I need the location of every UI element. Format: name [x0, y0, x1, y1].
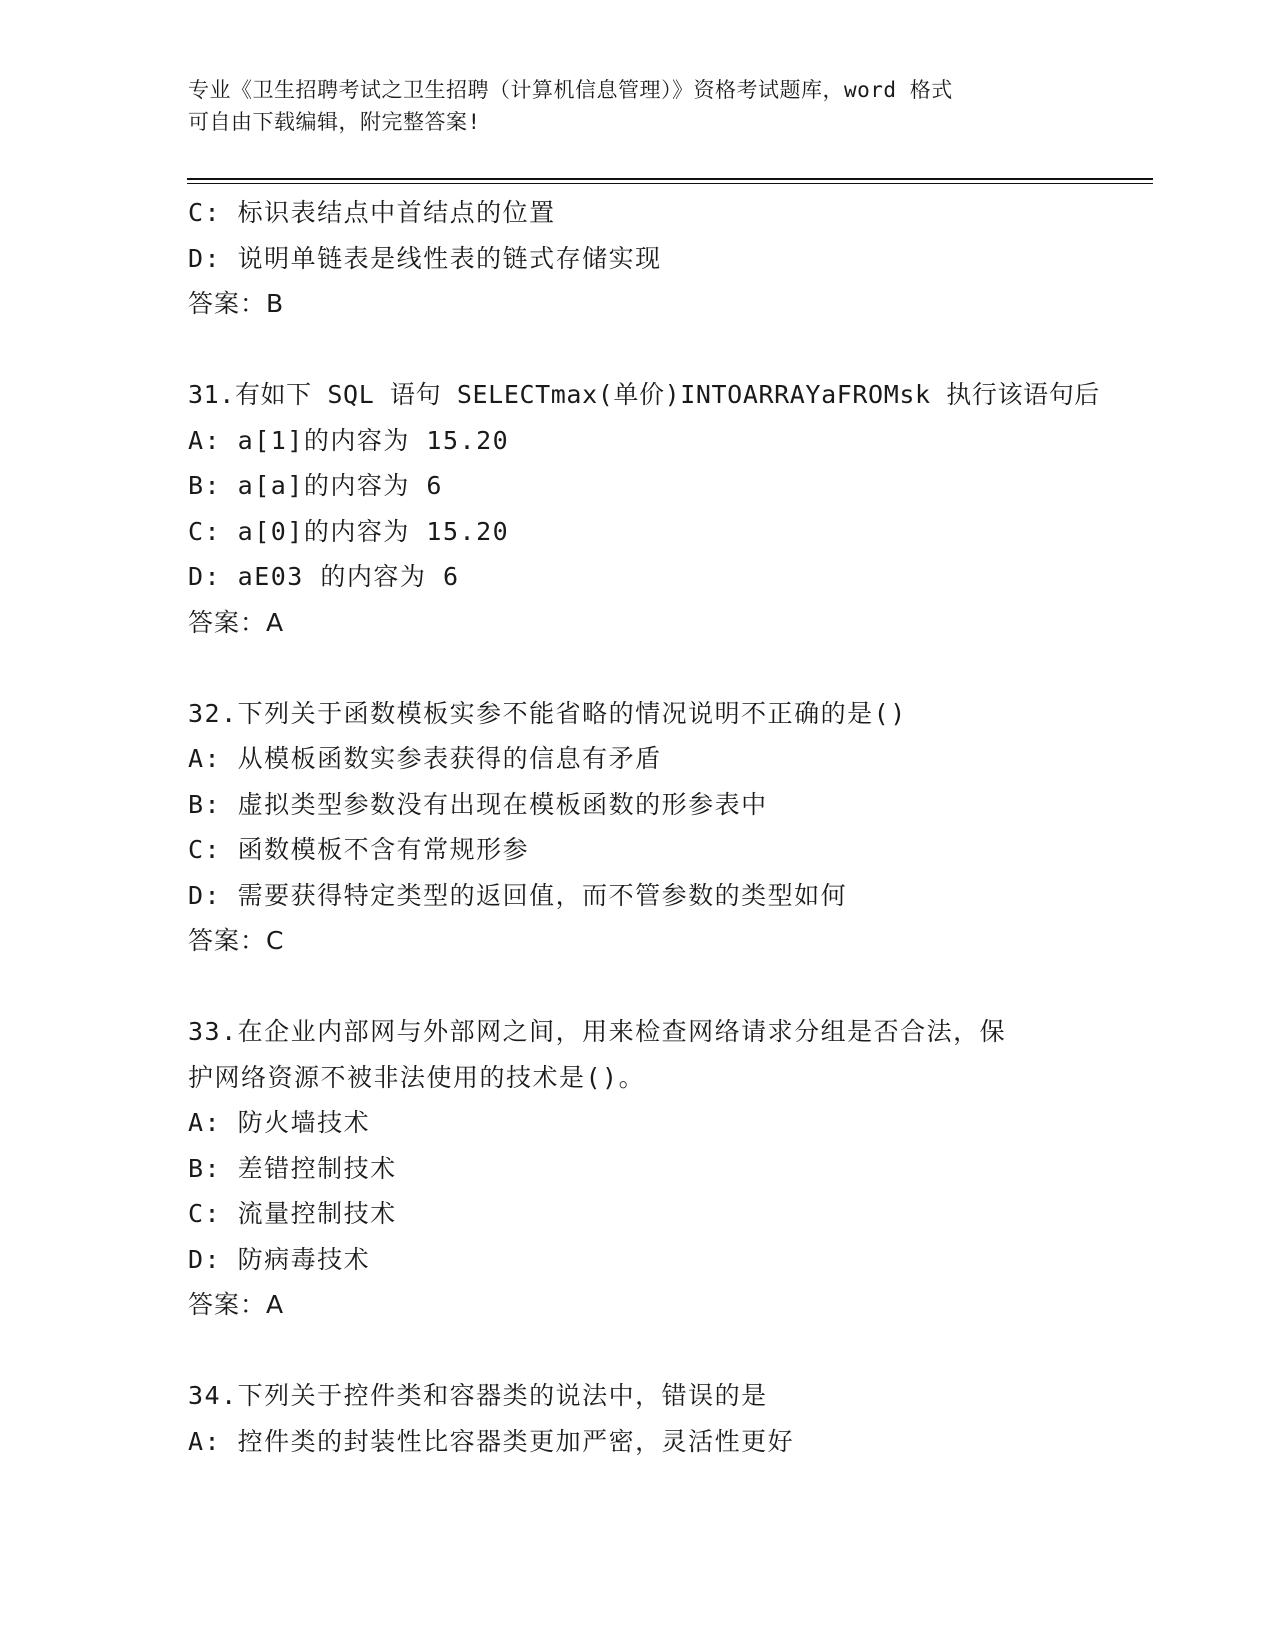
answer-line: 答案：A [188, 1290, 285, 1319]
option-d: D: aE03 的内容为 6 [188, 562, 460, 591]
answer-line: 答案：C [188, 926, 285, 955]
option-c: C: a[0]的内容为 15.20 [188, 516, 510, 546]
option-a: A: 防火墙技术 [188, 1108, 371, 1137]
question-stem-line-2: 护网络资源不被非法使用的技术是()。 [188, 1062, 646, 1092]
option-d: D: 需要获得特定类型的返回值，而不管参数的类型如何 [188, 880, 848, 910]
option-b: B: a[a]的内容为 6 [188, 471, 443, 500]
option-c: C: 流量控制技术 [188, 1199, 397, 1228]
option-a: A: a[1]的内容为 15.20 [188, 425, 510, 455]
spacer [188, 645, 1088, 691]
question-stem: 31.有如下 SQL 语句 SELECTmax(单价)INTOARRAYaFROMsk 执行该语句后 [188, 380, 1100, 409]
spacer [188, 1328, 1088, 1374]
question-stem: 32.下列关于函数模板实参不能省略的情况说明不正确的是() [188, 698, 907, 728]
question-block-34 [188, 1373, 1088, 1464]
option-b: B: 虚拟类型参数没有出现在模板函数的形参表中 [188, 789, 768, 819]
question-block-prev [188, 190, 1088, 327]
question-stem-line-1: 33.在企业内部网与外部网之间，用来检查网络请求分组是否合法，保 [188, 1017, 1007, 1046]
spacer [188, 964, 1088, 1010]
option-a: A: 控件类的封装性比容器类更加严密，灵活性更好 [188, 1426, 795, 1456]
option-a: A: 从模板函数实参表获得的信息有矛盾 [188, 744, 662, 773]
document-header [188, 74, 1088, 138]
question-block-32 [188, 691, 1088, 964]
header-line-2: 可自由下载编辑，附完整答案! [188, 110, 481, 134]
answer-line: 答案：A [188, 607, 285, 637]
question-block-31 [188, 372, 1100, 645]
option-b: B: 差错控制技术 [188, 1153, 397, 1183]
question-stem: 34.下列关于控件类和容器类的说法中，错误的是 [188, 1381, 768, 1410]
header-divider-thin [187, 183, 1153, 184]
header-line-1: 专业《卫生招聘考试之卫生招聘（计算机信息管理）》资格考试题库，word 格式 [188, 78, 953, 102]
header-divider-thick [187, 178, 1153, 180]
option-c: C: 标识表结点中首结点的位置 [188, 198, 556, 227]
option-d: D: 防病毒技术 [188, 1244, 371, 1274]
spacer [188, 327, 1088, 373]
option-d: D: 说明单链表是线性表的链式存储实现 [188, 243, 662, 273]
question-block-33 [188, 1009, 1088, 1328]
question-list [188, 190, 1100, 1464]
option-c: C: 函数模板不含有常规形参 [188, 835, 530, 864]
answer-line: 答案：B [188, 289, 285, 318]
